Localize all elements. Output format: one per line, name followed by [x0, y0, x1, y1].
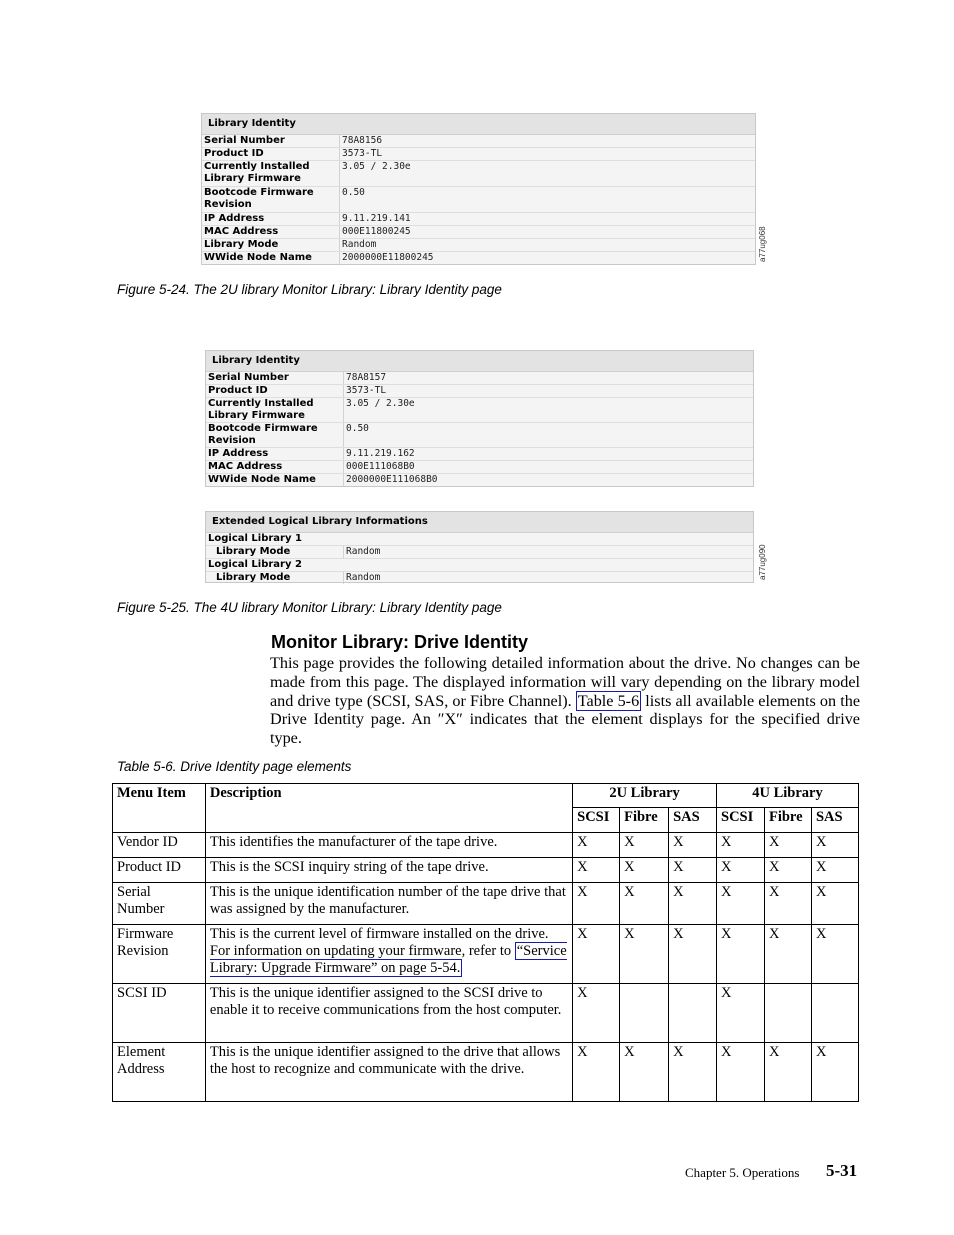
row-label: Logical Library 2: [208, 559, 302, 570]
row-value: Random: [346, 546, 381, 557]
row-value: 000E11800245: [342, 226, 411, 237]
row-value: 3.05 / 2.30e: [346, 398, 415, 409]
row-label: WWide Node Name: [206, 474, 344, 487]
row-label: Library Mode: [206, 546, 344, 558]
mark-cell: X: [669, 1043, 717, 1102]
mark-cell: X: [669, 858, 717, 883]
mark-cell: X: [669, 883, 717, 925]
row-label: Currently Installed Library Firmware: [202, 161, 340, 186]
menu-item-cell: Vendor ID: [113, 833, 206, 858]
mark-cell: X: [764, 883, 811, 925]
mark-cell: X: [717, 1043, 765, 1102]
mark-cell: X: [764, 858, 811, 883]
table-link[interactable]: Table 5-6: [577, 691, 640, 710]
upgrade-firmware-link[interactable]: “Service Library: Upgrade Firmware” on page 5-54.: [209, 943, 567, 976]
row-value: 9.11.219.141: [342, 213, 411, 224]
mark-cell: X: [620, 833, 669, 858]
mark-cell: X: [573, 858, 620, 883]
row-label: IP Address: [206, 448, 344, 460]
mark-cell: X: [573, 984, 620, 1043]
table-caption: Table 5-6. Drive Identity page elements: [117, 759, 352, 774]
row-label: MAC Address: [206, 461, 344, 473]
section-title: Monitor Library: Drive Identity: [271, 632, 529, 652]
menu-item-cell: Element Address: [113, 1043, 206, 1102]
header-drive-type: SAS: [669, 808, 717, 833]
library-identity-panel-4u: [205, 350, 754, 487]
figure-caption: Figure 5-24. The 2U library Monitor Library: Library Identity page: [117, 282, 502, 297]
extended-logical-library-panel: [205, 511, 754, 583]
row-label: Bootcode Firmware Revision: [206, 423, 344, 447]
row-value: 3.05 / 2.30e: [342, 161, 411, 172]
mark-cell: X: [573, 883, 620, 925]
description-text: This is the current level of firmware installed on the drive. For information on updating your firmware, refer to: [209, 926, 549, 959]
header-drive-type: Fibre: [620, 808, 669, 833]
page-number: 5-31: [826, 1161, 858, 1180]
row-label: Serial Number: [202, 135, 340, 147]
mark-cell: X: [717, 858, 765, 883]
row-value: [344, 533, 753, 545]
header-drive-type: SCSI: [717, 808, 765, 833]
row-label: MAC Address: [202, 226, 340, 238]
row-value: 0.50: [342, 187, 365, 198]
mark-cell: [620, 984, 669, 1043]
panel-title: Library Identity: [202, 114, 755, 135]
mark-cell: X: [620, 883, 669, 925]
mark-cell: X: [764, 925, 811, 984]
row-label: Product ID: [202, 148, 340, 160]
description-cell: This is the unique identifier assigned to the drive that allows the host to recognize and communicate with the drive.: [205, 1043, 572, 1102]
row-label: IP Address: [202, 213, 340, 225]
row-label: Serial Number: [206, 372, 344, 384]
row-label: Library Mode: [202, 239, 340, 251]
mark-cell: X: [811, 925, 858, 984]
menu-item-cell: Product ID: [113, 858, 206, 883]
row-value: 0.50: [346, 423, 369, 434]
mark-cell: X: [620, 925, 669, 984]
mark-cell: X: [669, 925, 717, 984]
table-row: [113, 1043, 859, 1102]
mark-cell: X: [811, 1043, 858, 1102]
art-code: a77ug068: [758, 226, 767, 262]
header-drive-type: SAS: [811, 808, 858, 833]
mark-cell: X: [620, 858, 669, 883]
row-value: 3573-TL: [342, 148, 383, 159]
description-cell: This is the unique identifier assigned to the SCSI drive to enable it to receive communications from the host computer.: [205, 984, 572, 1043]
header-drive-type: Fibre: [764, 808, 811, 833]
section-paragraph: [270, 654, 860, 748]
description-cell: [205, 925, 572, 984]
mark-cell: X: [811, 883, 858, 925]
table-row: [113, 984, 859, 1043]
footer-chapter: Chapter 5. Operations: [685, 1165, 800, 1180]
row-label: Product ID: [206, 385, 344, 397]
figure-caption: Figure 5-25. The 4U library Monitor Library: Library Identity page: [117, 600, 502, 615]
header-drive-type: SCSI: [573, 808, 620, 833]
menu-item-cell: Serial Number: [113, 883, 206, 925]
mark-cell: X: [717, 984, 765, 1043]
mark-cell: X: [620, 1043, 669, 1102]
menu-item-cell: Firmware Revision: [113, 925, 206, 984]
row-label: Currently Installed Library Firmware: [206, 398, 344, 422]
description-cell: This identifies the manufacturer of the tape drive.: [205, 833, 572, 858]
row-value: 000E111068B0: [346, 461, 415, 472]
header-4u-library: 4U Library: [717, 784, 859, 808]
row-value: 2000000E111068B0: [346, 474, 438, 485]
menu-item-cell: SCSI ID: [113, 984, 206, 1043]
mark-cell: X: [669, 833, 717, 858]
header-menu-item: Menu Item: [113, 784, 206, 833]
paragraph-text: This page provides the following detailed information about the drive. No changes can be made from this page. The displayed information will vary depending on the library model and drive type (SCSI, SAS, or Fibre Channel).: [270, 654, 860, 710]
row-value: 9.11.219.162: [346, 448, 415, 459]
art-code: a77ug090: [758, 544, 767, 580]
mark-cell: [811, 984, 858, 1043]
mark-cell: [669, 984, 717, 1043]
table-row: [113, 858, 859, 883]
row-label: Logical Library 1: [208, 533, 302, 544]
mark-cell: X: [717, 833, 765, 858]
table-row: [113, 925, 859, 984]
header-description: Description: [205, 784, 572, 833]
mark-cell: [764, 984, 811, 1043]
mark-cell: X: [764, 1043, 811, 1102]
row-value: 2000000E11800245: [342, 252, 434, 263]
row-value: 78A8156: [342, 135, 383, 146]
row-value: 3573-TL: [346, 385, 387, 396]
description-cell: This is the SCSI inquiry string of the tape drive.: [205, 858, 572, 883]
table-row: [113, 883, 859, 925]
paragraph-text: lists all available elements on the Drive Identity page. An ″X″ indicates that the element displays for the specified drive type.: [270, 691, 860, 748]
row-value: Random: [346, 572, 381, 583]
header-2u-library: 2U Library: [573, 784, 717, 808]
mark-cell: X: [573, 833, 620, 858]
mark-cell: X: [764, 833, 811, 858]
drive-identity-table: [112, 783, 859, 1102]
mark-cell: X: [717, 925, 765, 984]
mark-cell: X: [573, 925, 620, 984]
row-label: Library Mode: [206, 572, 344, 584]
row-value: 78A8157: [346, 372, 387, 383]
description-cell: This is the unique identification number of the tape drive that was assigned by the manufacturer.: [205, 883, 572, 925]
mark-cell: X: [573, 1043, 620, 1102]
row-label: WWide Node Name: [202, 252, 340, 265]
row-label: Bootcode Firmware Revision: [202, 187, 340, 212]
panel-title: Library Identity: [206, 351, 753, 372]
row-value: [344, 559, 753, 571]
mark-cell: X: [717, 883, 765, 925]
mark-cell: X: [811, 858, 858, 883]
mark-cell: X: [811, 833, 858, 858]
panel-title: Extended Logical Library Informations: [206, 512, 753, 533]
row-value: Random: [342, 239, 377, 250]
library-identity-panel-2u: [201, 113, 756, 265]
table-row: [113, 833, 859, 858]
